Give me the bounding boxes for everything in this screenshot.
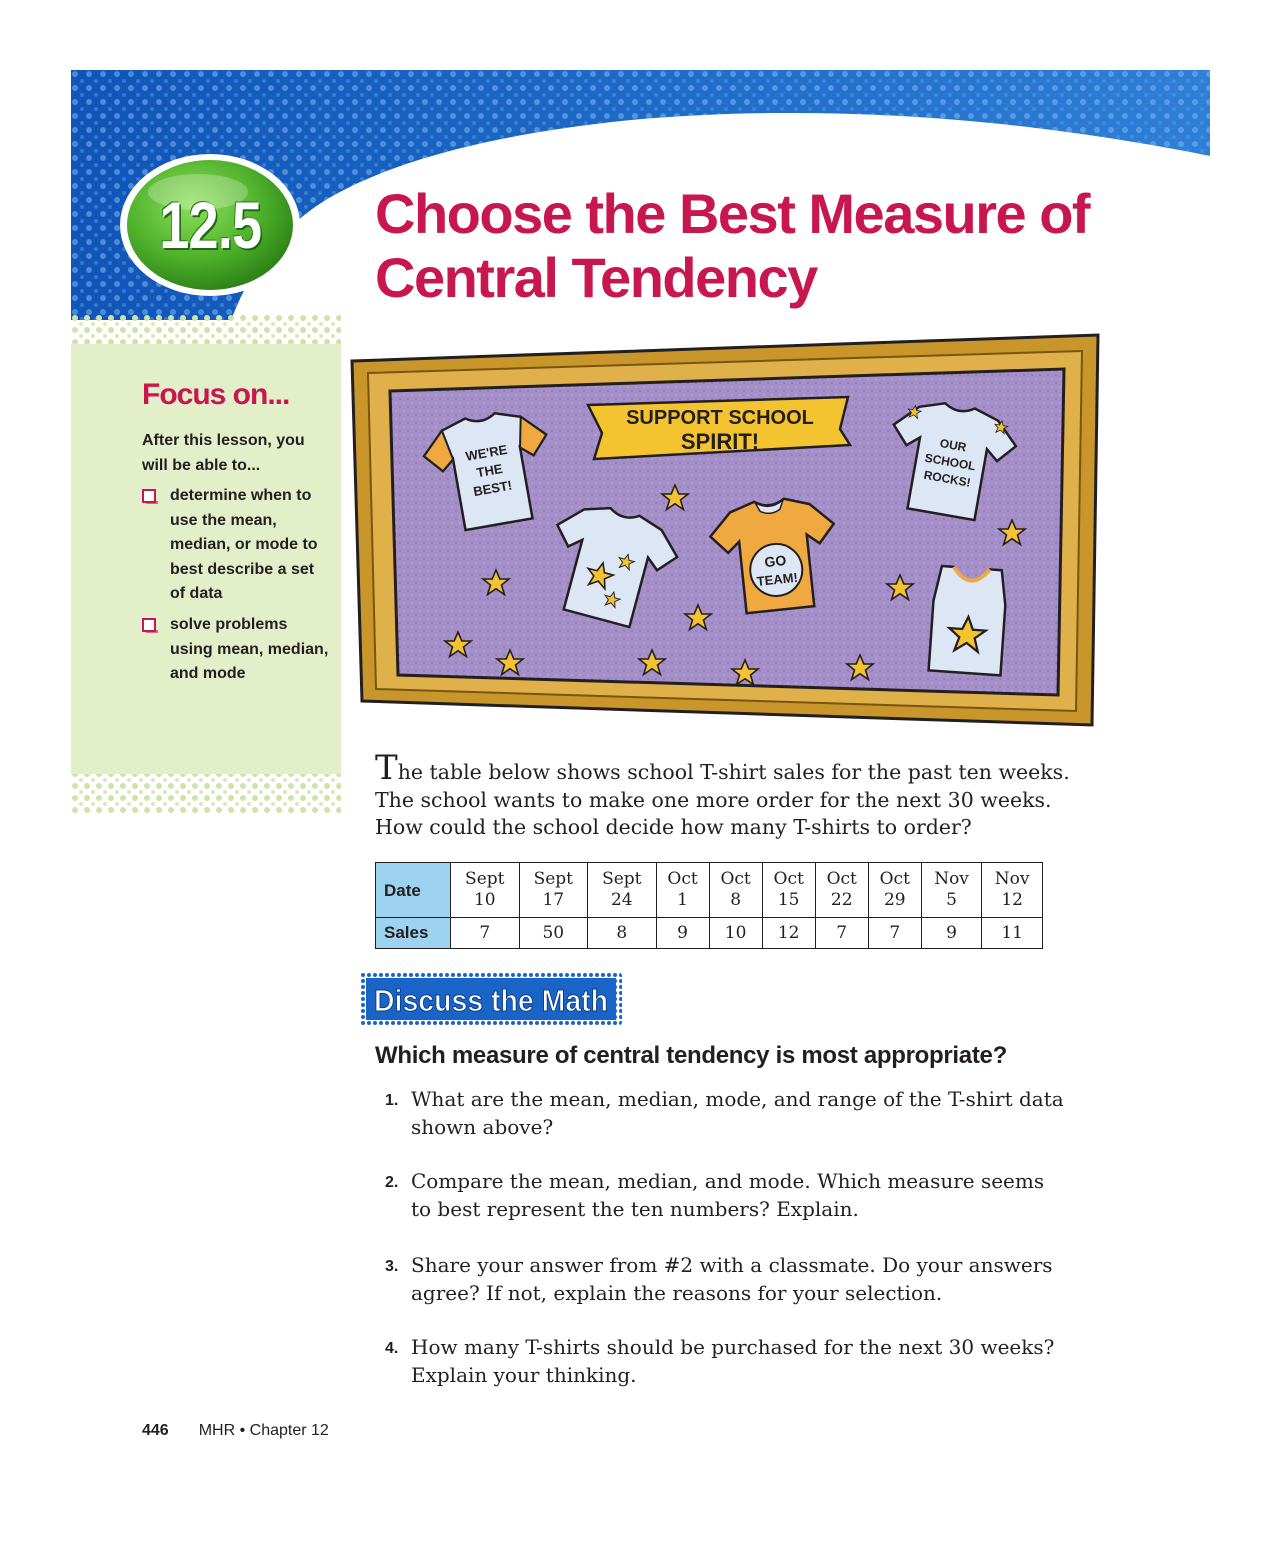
focus-item-text: determine when to use the mean, median, or mode to best describe a set of data xyxy=(170,487,318,603)
sales-cell: 7 xyxy=(815,918,868,949)
date-month: Sept xyxy=(602,869,642,889)
date-cell xyxy=(921,863,982,918)
lesson-number: 12.5 xyxy=(158,188,262,262)
table-row-sales xyxy=(376,918,1043,949)
bulletin-board-illustration xyxy=(350,333,1100,728)
date-day: 15 xyxy=(777,890,800,910)
shirt-text: THE xyxy=(475,460,504,481)
focus-item-text: solve problems using mean, median, and mode xyxy=(170,615,329,683)
sales-cell: 9 xyxy=(921,918,982,949)
question-number: 4. xyxy=(385,1340,399,1357)
shirt-text: WE'RE xyxy=(464,441,509,464)
date-month: Nov xyxy=(934,869,969,889)
date-day: 24 xyxy=(610,890,633,910)
sales-cell: 8 xyxy=(588,918,657,949)
sales-cell: 11 xyxy=(982,918,1043,949)
date-day: 29 xyxy=(883,890,906,910)
date-day: 10 xyxy=(473,890,496,910)
date-cell xyxy=(656,863,709,918)
date-cell xyxy=(451,863,520,918)
focus-item xyxy=(142,484,332,607)
date-month: Sept xyxy=(533,869,573,889)
date-cell xyxy=(868,863,921,918)
table-row-date xyxy=(376,863,1043,918)
banner-line-1: SUPPORT SCHOOL xyxy=(626,407,814,429)
intro-paragraph xyxy=(375,748,1075,842)
lesson-badge xyxy=(118,152,302,298)
date-month: Oct xyxy=(720,869,751,889)
question-item xyxy=(385,1334,1065,1389)
date-cell xyxy=(762,863,815,918)
row-header-date: Date xyxy=(376,863,451,918)
shirt-text: SCHOOL xyxy=(923,450,977,474)
page-title xyxy=(375,182,1195,310)
shirt-text: BEST! xyxy=(472,477,514,500)
sales-cell: 10 xyxy=(709,918,762,949)
focus-heading: Focus on... xyxy=(142,378,290,411)
question-text: How many T-shirts should be purchased for the next 30 weeks? Explain your thinking. xyxy=(411,1335,1055,1387)
question-text: What are the mean, median, mode, and range of the T-shirt data shown above? xyxy=(411,1087,1064,1139)
title-line-2: Central Tendency xyxy=(375,246,817,309)
drop-cap: T xyxy=(375,748,398,788)
question-number: 1. xyxy=(385,1092,399,1109)
sales-cell: 12 xyxy=(762,918,815,949)
date-day: 12 xyxy=(1001,890,1023,910)
title-line-1: Choose the Best Measure of xyxy=(375,182,1090,245)
focus-intro: After this lesson, you will be able to... xyxy=(142,432,305,474)
date-month: Oct xyxy=(879,869,910,889)
row-header-sales: Sales xyxy=(376,918,451,949)
date-cell xyxy=(982,863,1043,918)
question-text: Compare the mean, median, and mode. Which measure seems to best represent the ten numbers? Explain. xyxy=(411,1169,1045,1221)
page-number: 446 xyxy=(142,1422,169,1439)
date-day: 8 xyxy=(730,890,742,910)
date-cell xyxy=(815,863,868,918)
date-cell xyxy=(709,863,762,918)
shirt-text: OUR xyxy=(938,436,968,455)
question-heading: Which measure of central tendency is most appropriate? xyxy=(375,1042,1007,1069)
date-cell xyxy=(519,863,588,918)
focus-item xyxy=(142,613,332,687)
date-month: Oct xyxy=(826,869,857,889)
sales-cell: 50 xyxy=(519,918,588,949)
date-day: 5 xyxy=(946,890,957,910)
question-number: 2. xyxy=(385,1174,399,1191)
shirt-text: TEAM! xyxy=(755,569,799,589)
date-cell xyxy=(588,863,657,918)
tank-top-icon xyxy=(929,566,1008,676)
shirt-text: GO xyxy=(763,551,787,571)
banner-line-2: SPIRIT! xyxy=(680,429,760,454)
shirt-text: ROCKS! xyxy=(922,467,972,490)
sales-cell: 9 xyxy=(656,918,709,949)
date-month: Nov xyxy=(994,869,1030,889)
sales-cell: 7 xyxy=(868,918,921,949)
question-number: 3. xyxy=(385,1258,399,1275)
date-month: Oct xyxy=(773,869,804,889)
date-day: 1 xyxy=(677,890,688,910)
date-day: 17 xyxy=(542,890,565,910)
date-month: Oct xyxy=(667,869,698,889)
checkbox-icon xyxy=(142,489,156,503)
page-footer xyxy=(142,1422,329,1440)
question-item xyxy=(385,1086,1065,1141)
sales-cell: 7 xyxy=(451,918,520,949)
discuss-the-math-banner xyxy=(360,972,622,1026)
question-item xyxy=(385,1252,1065,1307)
question-item xyxy=(385,1168,1065,1223)
date-day: 22 xyxy=(830,890,853,910)
question-text: Share your answer from #2 with a classmate. Do your answers agree? If not, explain the reasons for your selection. xyxy=(411,1253,1053,1305)
discuss-label: Discuss the Math xyxy=(374,983,608,1018)
intro-text: he table below shows school T-shirt sales for the past ten weeks. The school wants to make one more order for the next 30 weeks. How could the school decide how many T-shirts to order? xyxy=(375,760,1070,839)
focus-content xyxy=(142,376,332,693)
checkbox-icon xyxy=(142,618,156,632)
footer-source: MHR • Chapter 12 xyxy=(198,1422,329,1439)
sales-table xyxy=(375,862,1043,949)
date-month: Sept xyxy=(465,869,505,889)
